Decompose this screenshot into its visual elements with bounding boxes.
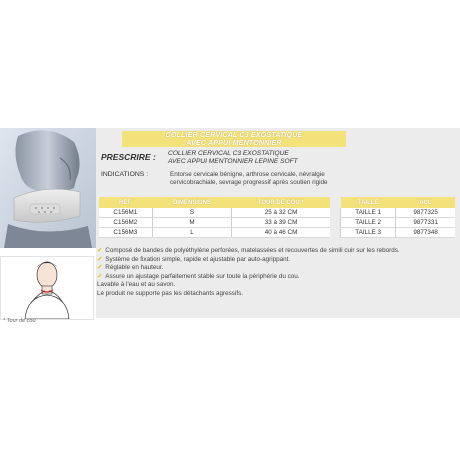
table-row <box>99 208 455 218</box>
indications-line1: Entorse cervicale bénigne, arthrose cervicale, névralgie <box>170 171 325 178</box>
cell-taille: TAILLE 3 <box>341 228 396 238</box>
prescrire-line2: AVEC APPUI MENTONNIER LEPINE SOFT <box>168 158 298 165</box>
size-table <box>99 197 455 238</box>
person-measuring-neck-image <box>1 257 93 319</box>
list-item <box>97 264 457 273</box>
prescrire-line1: COLLIER CERVICAL C3 EXOSTATIQUE <box>168 150 289 157</box>
care-warning: Le produit ne supporte pas les détachants agressifs. <box>97 289 243 297</box>
cell-ref: C156M1 <box>99 208 152 218</box>
indications-value <box>170 171 450 187</box>
feature-text: Système de fixation simple, rapide et ajustable par auto-agrippant. <box>105 255 291 263</box>
list-item <box>97 256 457 265</box>
care-instructions: Lavable à l'eau et au savon. <box>97 281 176 288</box>
cell-acl: 9877331 <box>396 218 455 228</box>
cell-acl: 9877325 <box>396 208 455 218</box>
indications-label: INDICATIONS : <box>101 171 149 178</box>
col-ref: RÉF. <box>99 197 152 208</box>
check-icon: ✓ <box>97 272 103 280</box>
cell-gap <box>330 218 341 228</box>
neck-measure-illustration <box>0 256 94 320</box>
indications-line2: cervicobrachiale, sevrage progressif après soutien rigide <box>170 179 328 186</box>
prescrire-label: PRESCRIRE : <box>101 152 156 162</box>
cell-ref: C156M2 <box>99 218 152 228</box>
table-row <box>99 218 455 228</box>
cell-dimension: M <box>152 218 232 228</box>
cell-ref: C156M3 <box>99 228 152 238</box>
cell-taille: TAILLE 1 <box>341 208 396 218</box>
mannequin-collar-image <box>0 128 96 248</box>
feature-text: Assure un ajustage parfaitement stable sur toute la périphérie du cou. <box>105 272 300 280</box>
col-neck-size: TOUR DE COU * <box>232 197 330 208</box>
check-icon: ✓ <box>97 247 103 254</box>
list-item <box>97 273 457 282</box>
col-dimensions: DIMENSIONS <box>152 197 232 208</box>
product-title-line1: COLLIER CERVICAL C3 EXOSTATIQUE <box>165 130 303 139</box>
product-title-line2: AVEC APPUI MENTONNIER <box>186 138 282 147</box>
cell-dimension: S <box>152 208 232 218</box>
cell-gap <box>330 228 341 238</box>
col-taille: TAILLE <box>341 197 396 208</box>
col-acl: ACL <box>396 197 455 208</box>
check-icon: ✓ <box>97 255 103 263</box>
prescrire-value <box>168 150 298 166</box>
neck-size-caption: * Tour de cou <box>3 318 36 324</box>
table-row <box>99 228 455 238</box>
size-table-header <box>99 197 455 208</box>
cell-neck-size: 33 à 39 CM <box>232 218 330 228</box>
feature-text: Composé de bandes de polyéthylène perforées, matelassées et recouvertes de simili cuir sur les rebords. <box>105 247 400 254</box>
product-title-banner <box>122 131 346 147</box>
cell-acl: 9877348 <box>396 228 455 238</box>
cell-dimension: L <box>152 228 232 238</box>
cell-neck-size: 40 à 46 CM <box>232 228 330 238</box>
col-gap <box>330 197 341 208</box>
feature-list <box>97 247 457 298</box>
list-item <box>97 247 457 256</box>
feature-text: Réglable en hauteur. <box>105 264 164 271</box>
product-photo <box>0 128 96 248</box>
cell-gap <box>330 208 341 218</box>
cell-neck-size: 25 à 32 CM <box>232 208 330 218</box>
cell-taille: TAILLE 2 <box>341 218 396 228</box>
check-icon: ✓ <box>97 264 103 271</box>
